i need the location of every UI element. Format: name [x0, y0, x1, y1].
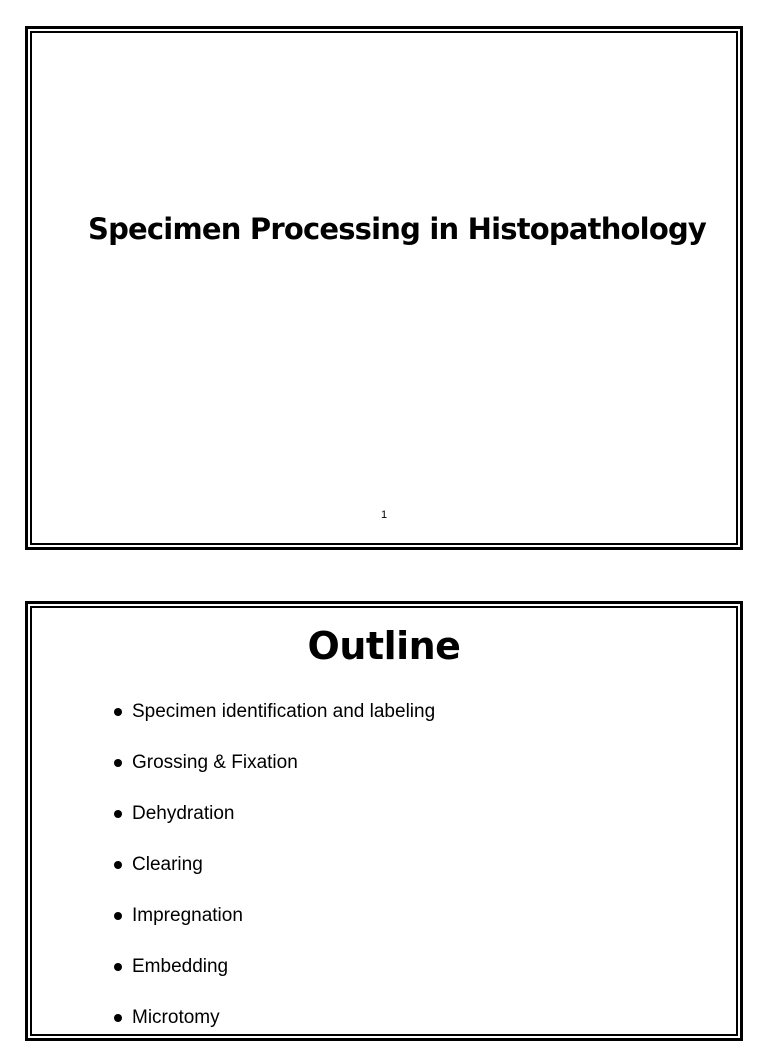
list-item-label: Specimen identification and labeling: [132, 701, 436, 722]
bullet-icon: [114, 708, 122, 716]
slide-title: Specimen Processing in Histopathology: [88, 212, 707, 246]
outline-list: [112, 700, 435, 1057]
list-item: [112, 955, 435, 1006]
page-number: 1: [380, 509, 388, 521]
list-item-label: Clearing: [132, 854, 203, 875]
slide-border: [30, 31, 738, 545]
list-item: [112, 1006, 435, 1057]
bullet-icon: [114, 861, 122, 869]
bullet-icon: [114, 759, 122, 767]
outline-slide: [25, 601, 743, 1041]
title-slide: [25, 26, 743, 550]
list-item: [112, 802, 435, 853]
bullet-icon: [114, 963, 122, 971]
bullet-icon: [114, 912, 122, 920]
list-item-label: Grossing & Fixation: [132, 752, 298, 773]
list-item: [112, 751, 435, 802]
list-item-label: Dehydration: [132, 803, 235, 824]
list-item: [112, 904, 435, 955]
list-item-label: Embedding: [132, 956, 229, 977]
bullet-icon: [114, 810, 122, 818]
bullet-icon: [114, 1014, 122, 1022]
list-item: [112, 853, 435, 904]
list-item: [112, 700, 435, 751]
outline-title: Outline: [307, 624, 461, 668]
list-item-label: Microtomy: [132, 1007, 220, 1028]
list-item-label: Impregnation: [132, 905, 243, 926]
